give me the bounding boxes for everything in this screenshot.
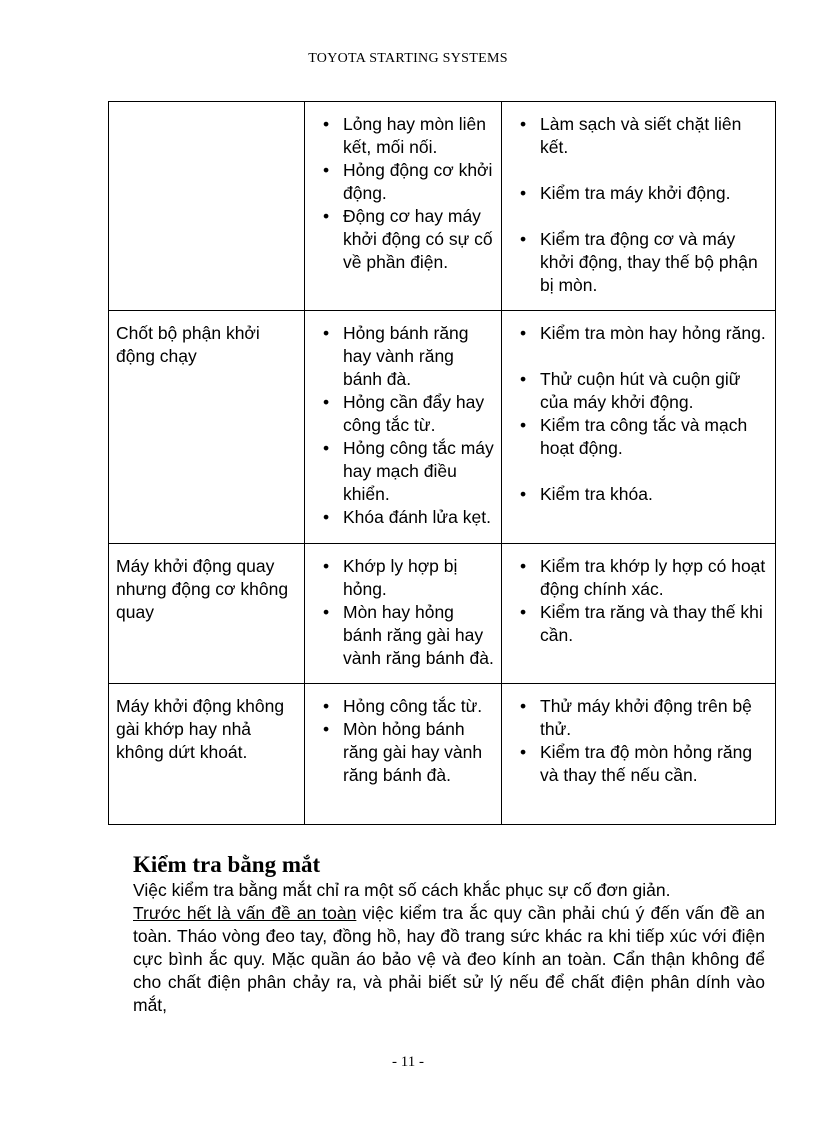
causes-cell — [305, 311, 502, 544]
list-item: • Kiểm tra khóa. — [502, 483, 775, 506]
list-item: • Kiểm tra công tắc và mạch hoạt động. — [502, 414, 775, 460]
remedies-cell — [502, 544, 776, 684]
list-item: • Làm sạch và siết chặt liên kết. — [502, 113, 775, 159]
table-row — [109, 311, 776, 544]
troubleshooting-table — [108, 101, 776, 825]
list-item: • Khóa đánh lửa kẹt. — [305, 506, 501, 529]
list-item: • Động cơ hay máy khởi động có sự cố về phần điện. — [305, 205, 501, 274]
underlined-phrase: Trước hết là vấn đề an toàn — [133, 903, 357, 923]
table-row — [109, 544, 776, 684]
list-item: • Kiểm tra răng và thay thế khi cần. — [502, 601, 775, 647]
table-row — [109, 102, 776, 311]
list-item: • Lỏng hay mòn liên kết, mối nối. — [305, 113, 501, 159]
causes-cell — [305, 544, 502, 684]
page-number: - 11 - — [392, 1054, 424, 1070]
symptom-cell: Máy khởi động quay nhưng động cơ không quay — [109, 544, 305, 684]
list-item: • Mòn hỏng bánh răng gài hay vành răng bánh đà. — [305, 718, 501, 787]
list-item: • Mòn hay hỏng bánh răng gài hay vành răng bánh đà. — [305, 601, 501, 670]
list-item: • Hỏng công tắc máy hay mạch điều khiển. — [305, 437, 501, 506]
list-item: • Kiểm tra động cơ và máy khởi động, thay thế bộ phận bị mòn. — [502, 228, 775, 297]
list-item: • Thử cuộn hút và cuộn giữ của máy khởi động. — [502, 368, 775, 414]
list-item: • Hỏng cần đẩy hay công tắc từ. — [305, 391, 501, 437]
list-item: • Kiểm tra máy khởi động. — [502, 182, 775, 205]
running-header: TOYOTA STARTING SYSTEMS — [308, 51, 508, 66]
paragraph-text: việc kiểm tra ắc quy cần phải chú ý đến vấn đề an toàn. Tháo vòng đeo tay, đồng hồ, hay đồ trang sức khác ra khi tiếp xúc với điện cực bình ắc quy. Mặc quần áo bảo vệ và đeo kính an toàn. Cẩn thận không để cho chất điện phân chảy ra, và phải biết sử lý nếu để chất điện phân dính vào mắt, — [133, 903, 765, 1015]
paragraph — [108, 902, 765, 1017]
list-item: • Khớp ly hợp bị hỏng. — [305, 555, 501, 601]
list-item: • Thử máy khởi động trên bệ thử. — [502, 695, 775, 741]
list-item: • Kiểm tra mòn hay hỏng răng. — [502, 322, 775, 345]
symptom-cell — [109, 102, 305, 311]
list-item: • Kiểm tra khớp ly hợp có hoạt động chính xác. — [502, 555, 775, 601]
list-item: • Hỏng bánh răng hay vành răng bánh đà. — [305, 322, 501, 391]
causes-cell — [305, 102, 502, 311]
symptom-cell: Máy khởi động không gài khớp hay nhả không dứt khoát. — [109, 684, 305, 825]
symptom-cell: Chốt bộ phận khởi động chạy — [109, 311, 305, 544]
table-row — [109, 684, 776, 825]
remedies-cell — [502, 102, 776, 311]
remedies-cell — [502, 311, 776, 544]
section-title: Kiểm tra bằng mắt — [133, 852, 321, 877]
list-item: • Hỏng công tắc từ. — [305, 695, 501, 718]
list-item: • Hỏng động cơ khởi động. — [305, 159, 501, 205]
list-item: • Kiểm tra độ mòn hỏng răng và thay thế nếu cần. — [502, 741, 775, 787]
body-text — [108, 879, 765, 1017]
remedies-cell — [502, 684, 776, 825]
causes-cell — [305, 684, 502, 825]
paragraph: Việc kiểm tra bằng mắt chỉ ra một số cách khắc phục sự cố đơn giản. — [133, 880, 671, 900]
